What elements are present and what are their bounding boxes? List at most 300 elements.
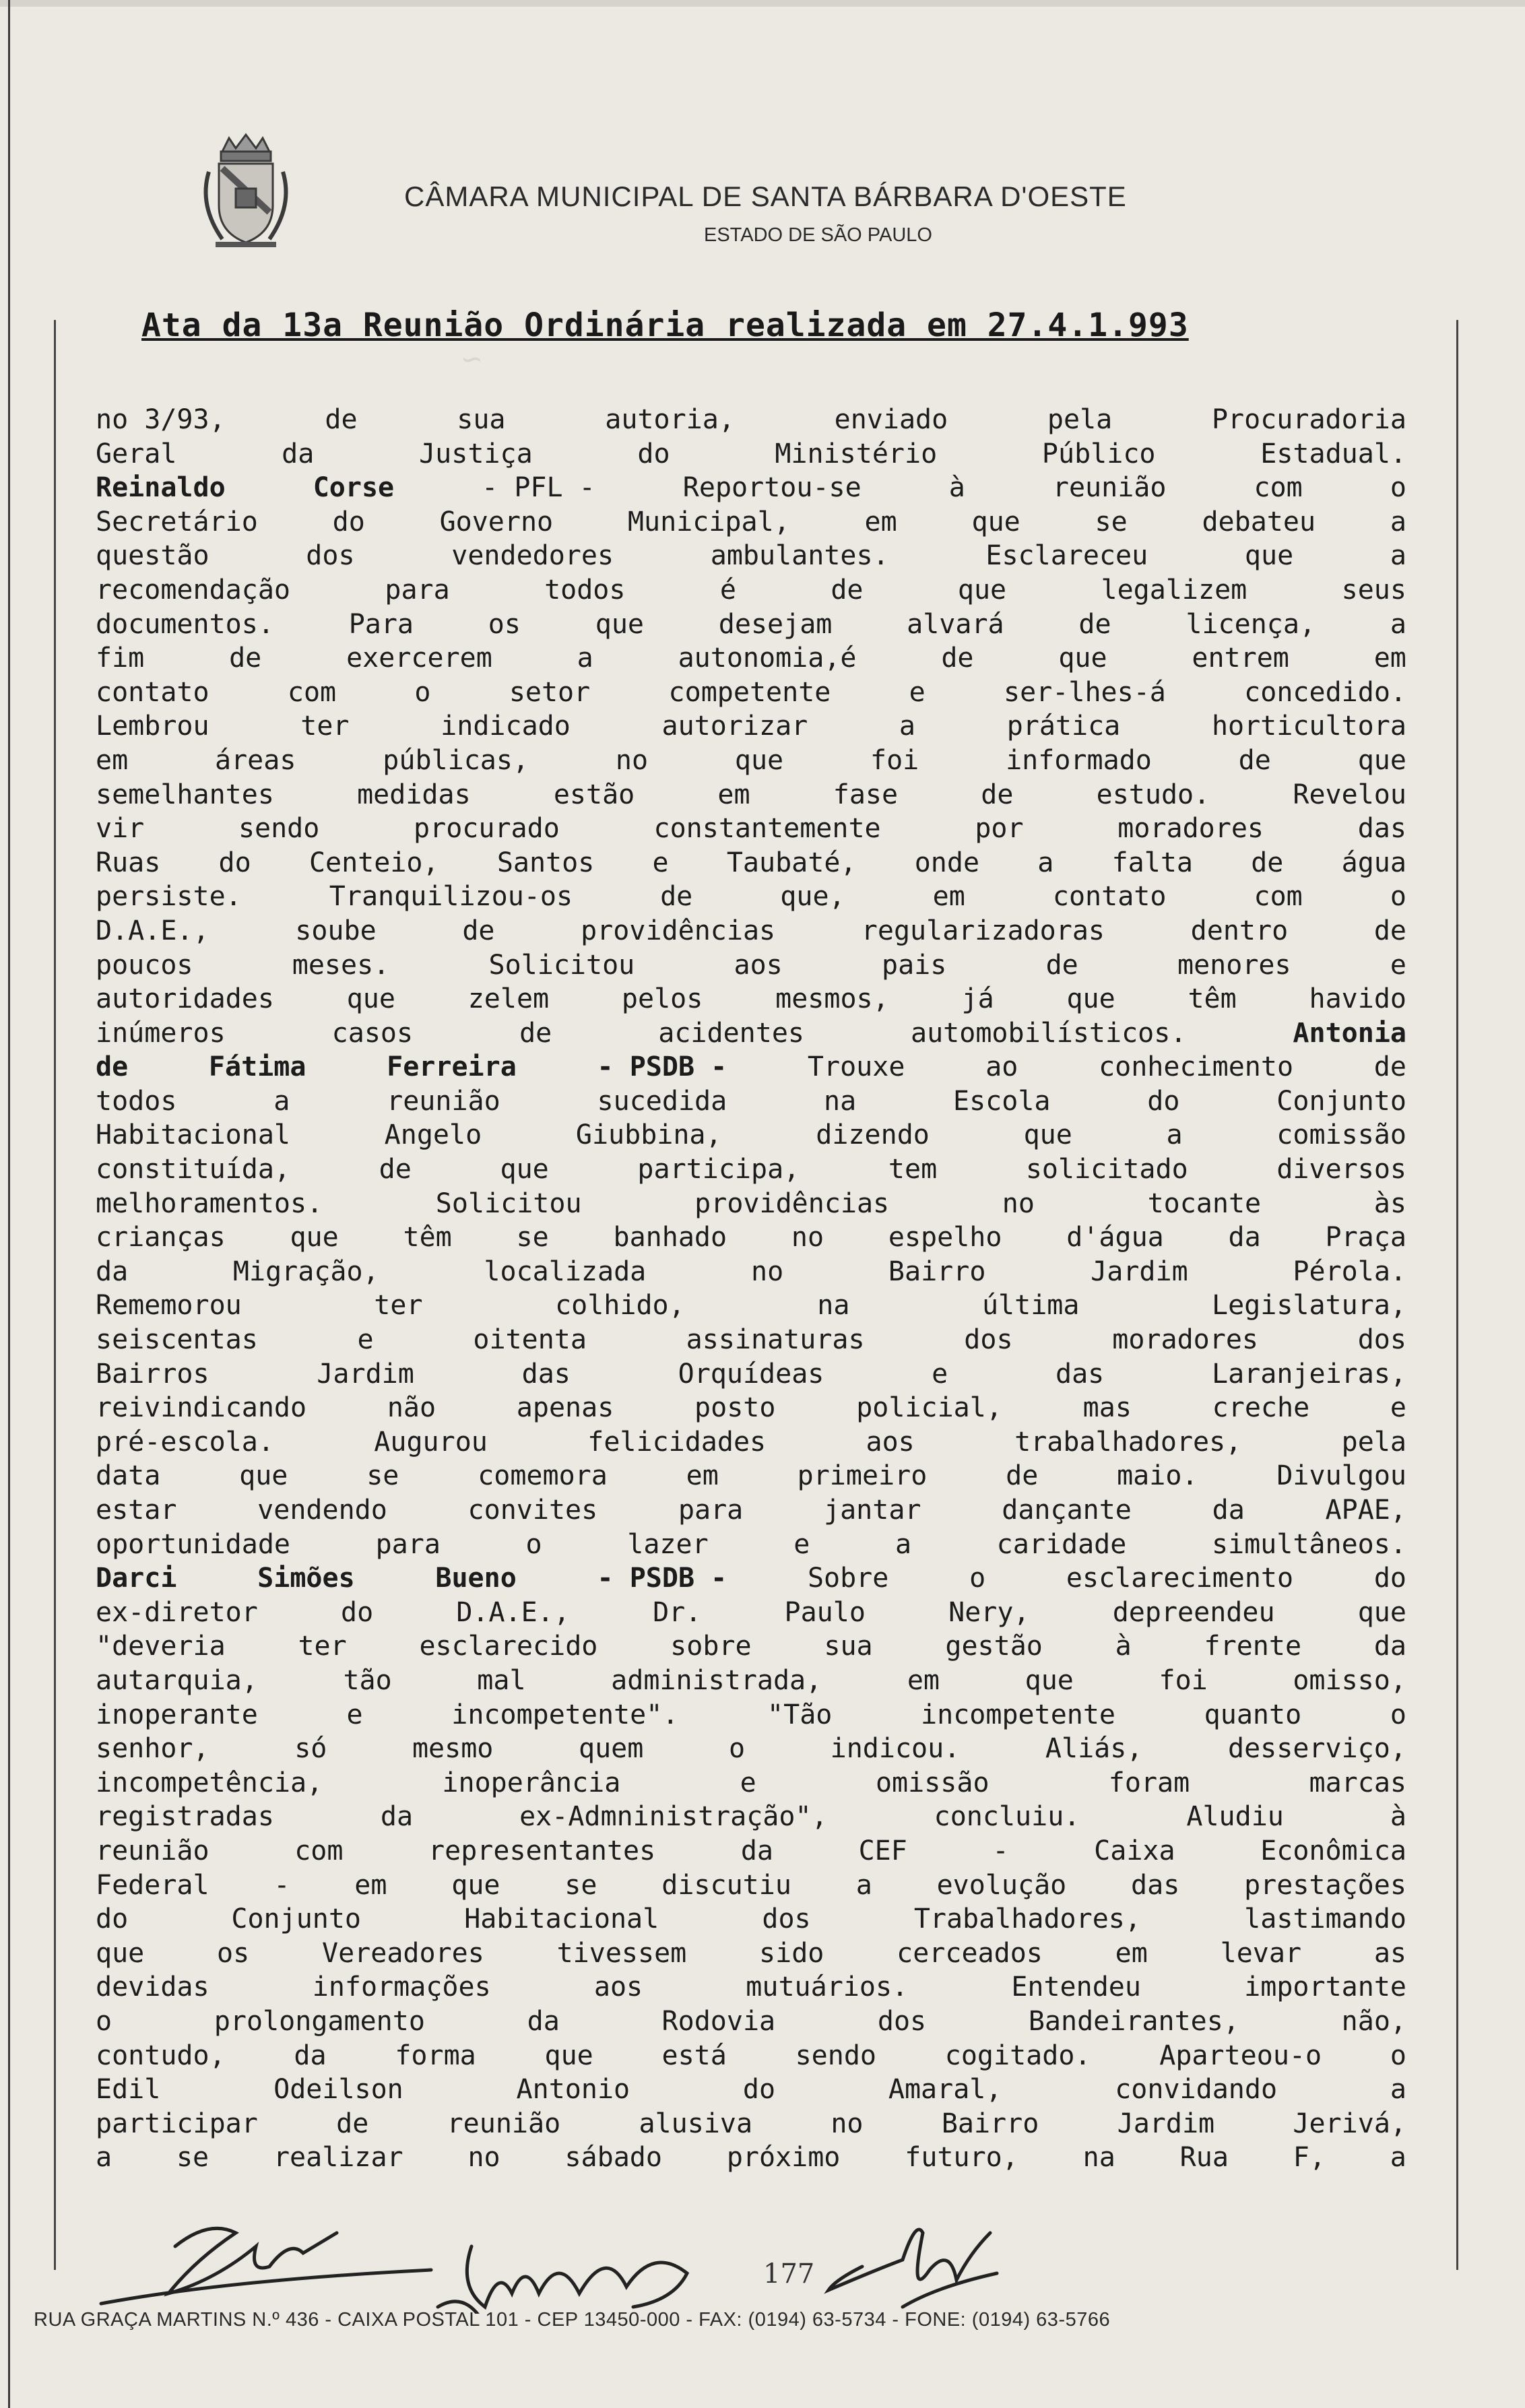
text-word: Geral: [96, 438, 177, 469]
text-word: Jerivá,: [1293, 2108, 1406, 2139]
text-word: reunião: [1052, 472, 1167, 504]
text-word: licença,: [1186, 608, 1316, 640]
text-word: incompetente: [921, 1699, 1116, 1730]
text-word: debateu: [1202, 506, 1316, 538]
text-word: Secretário: [96, 506, 258, 538]
text-word: do: [1373, 1563, 1406, 1594]
text-word: constantemente: [653, 813, 881, 845]
text-word: com: [294, 1835, 344, 1866]
text-word: ex-diretor: [96, 1596, 258, 1628]
text-word: Solicitou: [435, 1187, 582, 1219]
text-word: Público: [1041, 438, 1156, 469]
text-word: casos: [331, 1017, 414, 1049]
text-word: têm: [403, 1222, 452, 1254]
text-word: de: [1373, 915, 1406, 946]
text-word: mesmo: [412, 1733, 494, 1765]
text-word: comemora: [478, 1460, 608, 1492]
right-margin-rule: [1456, 320, 1458, 2270]
text-word: de: [336, 2108, 369, 2139]
text-word: Rua: [1179, 2142, 1229, 2174]
text-word: para: [385, 574, 450, 606]
text-word: Pérola.: [1293, 1256, 1406, 1287]
text-word: que: [290, 1222, 339, 1254]
text-word: e: [909, 676, 926, 708]
text-word: soube: [295, 915, 377, 946]
text-word: tivessem: [556, 1937, 687, 1969]
text-word: a: [899, 711, 916, 742]
text-word: que: [1058, 643, 1107, 674]
text-word: por: [975, 813, 1024, 845]
state-name: ESTADO DE SÃO PAULO: [704, 224, 932, 246]
text-word: de: [831, 574, 864, 606]
text-line: [96, 1596, 1406, 1630]
text-word: Edil: [96, 2074, 161, 2106]
text-word: o: [969, 1563, 986, 1594]
text-word: com: [287, 676, 337, 708]
text-word: que: [1244, 540, 1294, 572]
text-word: lastimando: [1244, 1903, 1406, 1935]
text-word: mutuários.: [746, 1972, 909, 2003]
text-word: de: [941, 643, 974, 674]
text-word: no 3/93,: [96, 404, 226, 435]
text-word: Trouxe: [807, 1051, 905, 1083]
text-line: [96, 1357, 1406, 1392]
text-line: [96, 2005, 1406, 2039]
text-word: e: [740, 1767, 756, 1798]
text-line: [96, 744, 1406, 778]
text-word: pais: [882, 949, 947, 981]
text-word: primeiro: [797, 1460, 928, 1492]
text-word: áreas: [215, 744, 296, 776]
text-word: Aliás,: [1045, 1733, 1143, 1765]
text-word: dos: [877, 2005, 927, 2037]
text-word: os: [217, 1937, 250, 1969]
text-word: participar: [96, 2108, 258, 2139]
text-line: [96, 982, 1406, 1016]
text-word: quanto: [1204, 1699, 1302, 1730]
text-word: Darci: [96, 1563, 177, 1594]
text-line: [96, 676, 1406, 710]
text-word: caridade: [996, 1528, 1127, 1560]
text-word: a: [895, 1528, 912, 1560]
text-word: e: [1390, 1392, 1406, 1424]
text-word: da: [527, 2005, 560, 2037]
page-number: 177: [763, 2258, 815, 2289]
text-word: apenas: [516, 1392, 614, 1424]
text-word: zelem: [467, 983, 550, 1015]
text-line: [96, 1766, 1406, 1800]
text-word: que: [1025, 1664, 1074, 1696]
text-word: têm: [1188, 983, 1237, 1015]
text-word: exercerem: [346, 643, 492, 674]
text-word: d'água: [1066, 1222, 1164, 1254]
text-word: que,: [780, 881, 845, 913]
text-word: Entendeu: [1011, 1972, 1141, 2003]
text-line: [96, 2107, 1406, 2141]
text-word: automobilísticos.: [911, 1017, 1187, 1049]
text-word: se: [564, 1869, 597, 1901]
text-word: ex-Admninistração",: [519, 1801, 828, 1833]
text-word: dos: [964, 1324, 1013, 1356]
text-word: D.A.E.,: [96, 915, 209, 946]
text-word: prática: [1006, 711, 1121, 742]
text-line: [96, 1732, 1406, 1766]
text-word: Sobre: [807, 1563, 889, 1594]
text-word: autonomia,é: [678, 643, 857, 674]
text-word: autorizar: [661, 711, 808, 742]
text-word: Augurou: [374, 1426, 488, 1458]
text-word: de: [379, 1154, 412, 1185]
text-word: concluiu.: [934, 1801, 1080, 1833]
text-word: de: [1006, 1460, 1039, 1492]
text-word: marcas: [1309, 1767, 1406, 1798]
text-line: [96, 1937, 1406, 1971]
text-word: Estadual.: [1260, 438, 1406, 469]
text-word: Migração,: [232, 1256, 379, 1287]
text-line: [96, 1800, 1406, 1834]
text-word: às: [1373, 1187, 1406, 1219]
text-word: cogitado.: [944, 2040, 1091, 2071]
text-word: Bairro: [888, 1256, 986, 1287]
text-word: administrada,: [611, 1664, 822, 1696]
text-word: creche: [1212, 1392, 1310, 1424]
text-word: que: [1023, 1119, 1072, 1151]
text-word: reunião: [96, 1835, 209, 1866]
text-word: reunião: [447, 2108, 561, 2139]
text-word: em: [907, 1664, 940, 1696]
text-word: vendedores: [451, 540, 614, 572]
text-word: Ministério: [775, 438, 938, 469]
text-word: de: [981, 779, 1014, 810]
text-word: discutiu: [661, 1869, 791, 1901]
text-line: [96, 709, 1406, 744]
text-line: [96, 1152, 1406, 1187]
text-word: no: [791, 1222, 824, 1254]
text-word: de: [325, 404, 358, 435]
text-word: no: [467, 2142, 500, 2174]
text-word: Fátima: [208, 1051, 306, 1083]
text-word: Reportou-se: [682, 472, 862, 504]
text-word: felicidades: [587, 1426, 767, 1458]
text-word: informações: [312, 1972, 491, 2003]
text-word: o: [728, 1733, 746, 1765]
text-word: frente: [1204, 1631, 1302, 1662]
text-word: semelhantes: [96, 779, 274, 810]
text-line: [96, 2073, 1406, 2107]
text-line: [96, 812, 1406, 846]
text-word: Trabalhadores,: [913, 1903, 1141, 1935]
text-word: que: [346, 983, 395, 1015]
text-word: na: [1082, 2142, 1115, 2174]
text-word: e: [652, 847, 669, 878]
text-word: Orquídeas: [678, 1358, 824, 1390]
text-word: comissão: [1276, 1119, 1406, 1151]
text-word: sua: [824, 1631, 873, 1662]
text-word: Antonio: [516, 2074, 630, 2106]
text-word: com: [1254, 472, 1303, 504]
text-word: omissão: [875, 1767, 989, 1798]
text-word: setor: [509, 676, 591, 708]
text-word: Jardim: [317, 1358, 414, 1390]
text-word: inoperância: [442, 1767, 621, 1798]
text-word: em: [686, 1460, 719, 1492]
text-word: Reinaldo: [96, 472, 226, 504]
minutes-title: Ata da 13a Reunião Ordinária realizada em 27.4.1.993: [141, 306, 1189, 344]
text-word: Municipal,: [627, 506, 790, 538]
text-word: policial,: [856, 1392, 1002, 1424]
text-word: dizendo: [816, 1119, 930, 1151]
text-word: "deveria: [96, 1631, 226, 1662]
text-word: CEF: [858, 1835, 907, 1866]
text-line: [96, 1902, 1406, 1937]
text-word: está: [661, 2040, 727, 2071]
text-word: -: [273, 1869, 290, 1901]
scan-top-edge: [0, 0, 1525, 7]
text-word: Angelo: [384, 1119, 482, 1151]
text-word: no: [831, 2108, 864, 2139]
text-line: [96, 1493, 1406, 1528]
text-word: a: [1037, 847, 1054, 878]
text-word: representantes: [428, 1835, 656, 1866]
text-word: legalizem: [1101, 574, 1247, 606]
text-line: [96, 914, 1406, 948]
text-word: lazer: [627, 1528, 709, 1560]
text-word: fase: [833, 779, 899, 810]
text-word: que: [1066, 983, 1115, 1015]
text-word: públicas,: [383, 744, 529, 776]
text-word: autoridades: [96, 983, 274, 1015]
text-word: ter: [300, 711, 350, 742]
text-line: [96, 1629, 1406, 1664]
text-word: de: [519, 1017, 552, 1049]
text-word: jantar: [824, 1495, 921, 1526]
text-word: crianças: [96, 1222, 226, 1254]
text-word: oportunidade: [96, 1528, 290, 1560]
text-line: [96, 1970, 1406, 2005]
text-word: o: [1390, 881, 1406, 913]
text-word: concedido.: [1244, 676, 1406, 708]
text-word: pelos: [621, 983, 703, 1015]
text-word: providências: [581, 915, 776, 946]
text-word: Simões: [257, 1563, 355, 1594]
text-word: futuro,: [905, 2142, 1018, 2174]
text-word: Federal: [96, 1869, 209, 1901]
text-word: aos: [866, 1426, 915, 1458]
text-word: reivindicando: [96, 1392, 307, 1424]
text-word: dentro: [1190, 915, 1289, 946]
text-word: importante: [1244, 1972, 1406, 2003]
text-word: procurado: [414, 813, 560, 845]
text-word: Corse: [313, 472, 395, 504]
text-word: última: [981, 1290, 1080, 1322]
text-word: forma: [395, 2040, 476, 2071]
footer-address: RUA GRAÇA MARTINS N.º 436 - CAIXA POSTAL 101 - CEP 13450-000 - FAX: (0194) 63-5734 - FONE: (0194) 63-5766: [34, 2309, 1111, 2331]
text-word: pela: [1047, 404, 1113, 435]
text-word: Escola: [952, 1085, 1051, 1117]
text-line: [96, 2039, 1406, 2073]
text-word: contudo,: [96, 2040, 226, 2071]
text-word: que: [957, 574, 1007, 606]
text-word: sua: [457, 404, 506, 435]
text-word: sucedida: [597, 1085, 727, 1117]
text-word: tem: [888, 1154, 938, 1185]
text-line: [96, 505, 1406, 540]
text-line: [96, 1528, 1406, 1562]
text-word: moradores: [1117, 813, 1264, 845]
text-word: Taubaté,: [726, 847, 857, 878]
text-word: a: [1390, 608, 1406, 640]
text-word: de: [1238, 744, 1271, 776]
text-word: das: [1131, 1869, 1180, 1901]
text-word: da: [282, 438, 315, 469]
text-word: Caixa: [1094, 1835, 1175, 1866]
text-word: devidas: [96, 1972, 209, 2003]
text-word: e: [357, 1324, 374, 1356]
text-word: contato: [96, 676, 209, 708]
text-word: localizada: [484, 1256, 647, 1287]
text-word: do: [1147, 1085, 1180, 1117]
text-line: [96, 1698, 1406, 1732]
text-word: a: [1390, 2074, 1406, 2106]
text-line: [96, 1391, 1406, 1425]
text-word: Ferreira: [387, 1051, 517, 1083]
text-word: dos: [306, 540, 355, 572]
text-line: [96, 846, 1406, 880]
text-line: [96, 1664, 1406, 1698]
text-word: Laranjeiras,: [1212, 1358, 1406, 1390]
text-word: de: [1045, 949, 1078, 981]
text-word: ser-lhes-á: [1004, 676, 1166, 708]
text-word: Bueno: [435, 1563, 517, 1594]
text-word: - PSDB -: [597, 1563, 727, 1594]
text-word: aos: [734, 949, 783, 981]
text-word: gestão: [945, 1631, 1043, 1662]
text-word: Odeilson: [273, 2074, 403, 2106]
text-word: sábado: [564, 2142, 662, 2174]
text-word: Santos: [496, 847, 595, 878]
text-word: de: [1078, 608, 1111, 640]
text-word: enviado: [834, 404, 948, 435]
text-word: sendo: [238, 813, 320, 845]
text-word: no: [615, 744, 649, 776]
text-word: e: [346, 1699, 363, 1730]
text-word: menores: [1177, 949, 1291, 981]
text-word: questão: [96, 540, 209, 572]
text-word: Giubbina,: [575, 1119, 722, 1151]
text-word: o: [525, 1528, 542, 1560]
text-word: onde: [914, 847, 980, 878]
text-line: [96, 1050, 1406, 1084]
text-word: à: [1115, 1631, 1132, 1662]
text-word: na: [817, 1290, 850, 1322]
text-word: em: [1115, 1937, 1148, 1969]
text-word: Conjunto: [1276, 1085, 1406, 1117]
text-word: ao: [985, 1051, 1018, 1083]
text-word: Justiça: [419, 438, 533, 469]
text-word: só: [294, 1733, 327, 1765]
text-word: esclarecido: [419, 1631, 598, 1662]
text-word: para: [375, 1528, 441, 1560]
text-word: Nery,: [948, 1596, 1030, 1628]
text-word: moradores: [1112, 1324, 1258, 1356]
text-word: das: [1056, 1358, 1105, 1390]
text-word: Dr.: [653, 1596, 702, 1628]
text-word: de: [462, 915, 495, 946]
text-word: estão: [553, 779, 635, 810]
text-word: da: [1373, 1631, 1406, 1662]
text-line: [96, 1868, 1406, 1903]
text-word: e: [793, 1528, 810, 1560]
text-word: do: [218, 847, 251, 878]
text-word: Praça: [1325, 1222, 1406, 1254]
text-word: Ruas: [96, 847, 161, 878]
left-margin-rule: [54, 320, 56, 2270]
text-word: o: [1390, 2040, 1406, 2071]
text-word: autoria,: [605, 404, 735, 435]
text-word: do: [341, 1596, 374, 1628]
text-word: convidando: [1115, 2074, 1278, 2106]
text-word: em: [932, 881, 965, 913]
text-word: levar: [1220, 1937, 1302, 1969]
text-word: das: [521, 1358, 571, 1390]
text-line: [96, 1084, 1406, 1119]
bleed-through-text: ~: [458, 340, 482, 378]
text-word: do: [96, 1903, 129, 1935]
text-word: no: [1002, 1187, 1035, 1219]
text-word: - PSDB -: [597, 1051, 727, 1083]
text-line: [96, 1323, 1406, 1357]
text-word: Bairro: [941, 2108, 1039, 2139]
text-word: Jardim: [1117, 2108, 1215, 2139]
text-word: a: [1390, 506, 1406, 538]
text-word: já: [961, 983, 994, 1015]
text-word: se: [366, 1460, 399, 1492]
text-word: Tranquilizou-os: [329, 881, 573, 913]
text-word: à: [1390, 1801, 1406, 1833]
text-word: que: [1357, 1596, 1406, 1628]
text-word: todos: [96, 1085, 177, 1117]
text-word: Legislatura,: [1211, 1290, 1406, 1322]
text-word: a: [1166, 1119, 1183, 1151]
text-word: poucos: [96, 949, 193, 981]
text-word: Aparteou-o: [1159, 2040, 1322, 2071]
text-word: Antonia: [1293, 1017, 1406, 1049]
text-word: e: [1390, 949, 1406, 981]
text-word: medidas: [357, 779, 471, 810]
text-word: colhido,: [555, 1290, 685, 1322]
text-word: à: [948, 472, 965, 504]
text-word: que: [734, 744, 784, 776]
text-line: [96, 1255, 1406, 1289]
text-word: Vereadores: [321, 1937, 484, 1969]
text-word: todos: [544, 574, 626, 606]
text-line: [96, 403, 1406, 437]
text-word: entrem: [1192, 643, 1289, 674]
text-word: de: [1373, 1051, 1406, 1083]
text-word: Paulo: [784, 1596, 866, 1628]
text-word: oitenta: [473, 1324, 587, 1356]
text-line: [96, 2141, 1406, 2175]
text-word: mas: [1082, 1392, 1132, 1424]
text-word: da: [380, 1801, 414, 1833]
text-word: contato: [1052, 881, 1167, 913]
text-line: [96, 1221, 1406, 1255]
institution-name: CÂMARA MUNICIPAL DE SANTA BÁRBARA D'OESTE: [404, 181, 1127, 212]
text-word: tocante: [1147, 1187, 1262, 1219]
text-word: que: [451, 1869, 500, 1901]
text-word: os: [488, 608, 521, 640]
text-line: [96, 778, 1406, 812]
